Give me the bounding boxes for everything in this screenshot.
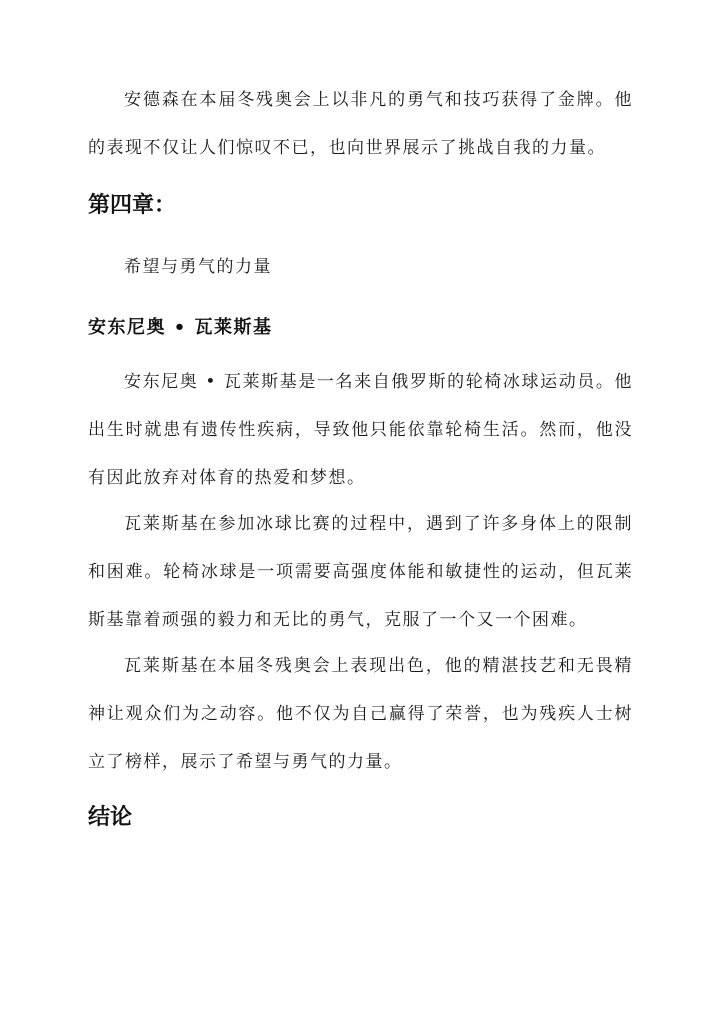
paragraph-valesky-performance: 瓦莱斯基在本届冬残奥会上表现出色，他的精湛技艺和无畏精神让观众们为之动容。他不仅为自己赢得了荣誉，也为残疾人士树立了榜样，展示了希望与勇气的力量。 xyxy=(88,656,633,772)
chapter-4-title: 第四章： xyxy=(88,192,177,218)
chapter-4-subtitle: 希望与勇气的力量 xyxy=(124,257,272,277)
person-name-heading: 安东尼奥 • 瓦莱斯基 xyxy=(88,317,273,338)
paragraph-valesky-challenges: 瓦莱斯基在参加冰球比赛的过程中，遇到了许多身体上的限制和困难。轮椅冰球是一项需要高强度体能和敏捷性的运动，但瓦莱斯基靠着顽强的毅力和无比的勇气，克服了一个又一个困难。 xyxy=(88,514,633,630)
paragraph-anderson: 安德森在本届冬残奥会上以非凡的勇气和技巧获得了金牌。他的表现不仅让人们惊叹不已，也向世界展示了挑战自我的力量。 xyxy=(88,90,633,158)
paragraph-valesky-intro: 安东尼奥 • 瓦莱斯基是一名来自俄罗斯的轮椅冰球运动员。他出生时就患有遗传性疾病，导致他只能依靠轮椅生活。然而，他没有因此放弃对体育的热爱和梦想。 xyxy=(88,372,633,488)
conclusion-title: 结论 xyxy=(88,804,133,830)
